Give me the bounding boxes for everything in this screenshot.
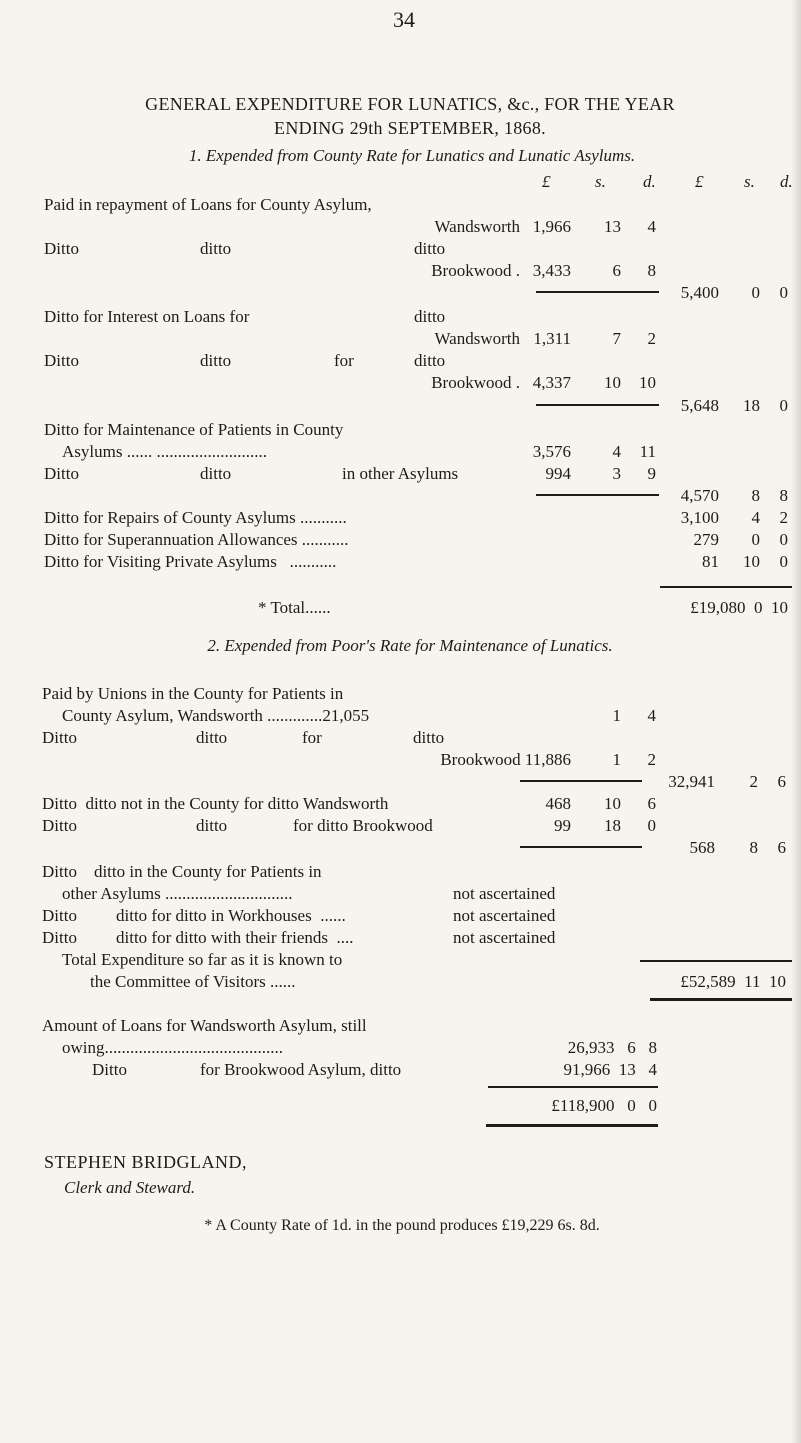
s2-ditto: ditto — [196, 728, 228, 747]
s2-ditto: Ditto — [42, 928, 77, 947]
s1-amt-shillings: 0 — [751, 530, 760, 549]
s1-amt-pence: 0 — [779, 530, 788, 549]
subtotal-rule — [520, 780, 642, 782]
total-rule — [640, 960, 792, 962]
subtotal-rule — [520, 846, 642, 848]
s1-brookwood-label: Brookwood . — [431, 373, 520, 392]
page-number: 34 — [393, 7, 415, 32]
s1-amt-pounds: 1,966 — [532, 217, 571, 236]
s2-amt-pounds: 99 — [554, 816, 571, 835]
loans-amount-wandsworth: 26,933 6 8 — [567, 1038, 657, 1057]
s2-not-ascertained: not ascertained — [453, 906, 556, 925]
s1-maintenance-line: Ditto for Maintenance of Patients in County — [44, 420, 344, 439]
s2-brookwood-text: for ditto Brookwood — [293, 816, 433, 835]
s2-ditto: Ditto — [42, 728, 77, 747]
s1-ditto: ditto — [200, 351, 232, 370]
col-head-pounds-1: £ — [542, 172, 551, 191]
s1-amt-shillings: 13 — [604, 217, 621, 236]
s1-subtotal-pounds: 4,570 — [680, 486, 719, 505]
s2-line-2: County Asylum, Wandsworth .............21,055 — [62, 706, 370, 725]
s1-other-asylums: in other Asylums — [342, 464, 459, 483]
s2-line-1: Paid by Unions in the County for Patients in — [42, 684, 344, 703]
s1-subtotal-pounds: 5,648 — [680, 396, 719, 415]
s2-subtotal-pounds: 32,941 — [668, 772, 715, 791]
s2-friends-line: ditto for ditto with their friends .... — [116, 928, 354, 947]
signature-title: Clerk and Steward. — [64, 1178, 196, 1197]
col-head-pounds-2: £ — [695, 172, 704, 191]
footnote: * A County Rate of 1d. in the pound produces £19,229 6s. 8d. — [204, 1217, 600, 1234]
s2-ditto: ditto — [413, 728, 445, 747]
s1-grand-total: £19,080 0 10 — [690, 598, 788, 617]
s1-subtotal-shillings: 18 — [743, 396, 760, 415]
s2-for: for — [302, 728, 322, 747]
s1-for: for — [334, 351, 354, 370]
s1-subtotal-pence: 0 — [779, 283, 788, 302]
section-1-heading: 1. Expended from County Rate for Lunatics and Lunatic Asylums. — [188, 146, 636, 165]
col-head-shillings-1: s. — [595, 172, 606, 191]
s1-subtotal-pence: 8 — [779, 486, 788, 505]
s2-amt-shillings: 18 — [604, 816, 621, 835]
s1-amt-pence: 0 — [779, 552, 788, 571]
s2-amt-pence: 0 — [647, 816, 656, 835]
s1-amt-shillings: 10 — [743, 552, 760, 571]
double-rule — [486, 1124, 658, 1127]
s1-amt-pounds: 81 — [702, 552, 719, 571]
section-2-heading: 2. Expended from Poor's Rate for Maintenance of Lunatics. — [207, 636, 613, 655]
loans-line-2: owing.......................................... — [62, 1038, 283, 1057]
s1-repairs-line: Ditto for Repairs of County Asylums ........... — [44, 508, 347, 527]
s2-line-8: other Asylums .............................. — [62, 884, 293, 903]
s2-grand-total: £52,589 11 10 — [680, 972, 786, 991]
s2-amt-pence: 4 — [647, 706, 656, 725]
s2-line-11: Total Expenditure so far as it is known to — [62, 950, 343, 969]
total-rule — [488, 1086, 658, 1088]
s1-subtotal-pounds: 5,400 — [680, 283, 719, 302]
loans-ditto: Ditto — [92, 1060, 127, 1079]
s1-amt-pounds: 994 — [545, 464, 571, 483]
title-line-2: ENDING 29th SEPTEMBER, 1868. — [274, 118, 546, 138]
s2-amt-shillings: 10 — [604, 794, 621, 813]
col-head-pence-1: d. — [643, 172, 656, 191]
s1-subtotal-shillings: 8 — [751, 486, 760, 505]
subtotal-rule — [536, 404, 659, 406]
s1-total-label: * Total...... — [258, 598, 331, 617]
s1-brookwood-label: Brookwood . — [431, 261, 520, 280]
s1-subtotal-pence: 0 — [779, 396, 788, 415]
s2-amt-pence: 6 — [647, 794, 656, 813]
s2-not-ascertained: not ascertained — [453, 928, 556, 947]
s1-amt-pence: 2 — [647, 329, 656, 348]
s1-line-loans: Paid in repayment of Loans for County Asylum, — [44, 195, 372, 214]
loans-amount-brookwood: 91,966 13 4 — [563, 1060, 657, 1079]
s1-ditto: ditto — [414, 307, 446, 326]
title-line-1: GENERAL EXPENDITURE FOR LUNATICS, &c., FOR THE YEAR — [145, 94, 675, 114]
s1-asylums-line: Asylums ...... .......................... — [62, 442, 267, 461]
s1-amt-shillings: 7 — [612, 329, 621, 348]
s2-line-12: the Committee of Visitors ...... — [90, 972, 296, 991]
s2-amt-pence: 2 — [647, 750, 656, 769]
s2-line-7: Ditto ditto in the County for Patients in — [42, 862, 322, 881]
s1-amt-pence: 10 — [639, 373, 656, 392]
s2-subtotal-pence: 6 — [777, 838, 786, 857]
s1-wandsworth-label: Wandsworth — [434, 329, 520, 348]
page-edge-shadow — [791, 0, 801, 1443]
s2-amt-shillings: 1 — [612, 750, 621, 769]
s1-ditto: ditto — [200, 464, 232, 483]
s1-amt-pence: 4 — [647, 217, 656, 236]
s1-amt-shillings: 6 — [612, 261, 621, 280]
s1-amt-pounds: 279 — [693, 530, 719, 549]
s1-ditto: Ditto — [44, 239, 79, 258]
s1-amt-pounds: 3,576 — [532, 442, 571, 461]
s1-ditto: Ditto — [44, 351, 79, 370]
signature-name: STEPHEN BRIDGLAND, — [44, 1152, 248, 1172]
s1-amt-pounds: 4,337 — [532, 373, 571, 392]
s1-amt-pounds: 3,433 — [532, 261, 571, 280]
loans-line-3: for Brookwood Asylum, ditto — [200, 1060, 402, 1079]
s2-brookwood-line: Brookwood 11,886 — [440, 750, 571, 769]
s1-ditto: Ditto — [44, 464, 79, 483]
subtotal-rule — [536, 494, 659, 496]
s1-subtotal-shillings: 0 — [751, 283, 760, 302]
subtotal-rule — [536, 291, 659, 293]
col-head-pence-2: d. — [780, 172, 793, 191]
s1-amt-shillings: 3 — [612, 464, 621, 483]
s1-ditto: ditto — [200, 239, 232, 258]
s2-subtotal-pounds: 568 — [689, 838, 715, 857]
s2-amt-shillings: 1 — [612, 706, 621, 725]
s1-amt-pence: 8 — [647, 261, 656, 280]
total-rule — [660, 586, 792, 588]
s1-visiting-line: Ditto for Visiting Private Asylums ........... — [44, 552, 337, 571]
s2-subtotal-pence: 6 — [777, 772, 786, 791]
s1-wandsworth-label: Wandsworth — [434, 217, 520, 236]
col-head-shillings-2: s. — [744, 172, 755, 191]
s1-interest-line: Ditto for Interest on Loans for — [44, 307, 250, 326]
s1-amt-shillings: 10 — [604, 373, 621, 392]
loans-total: £118,900 0 0 — [551, 1096, 657, 1115]
s2-amt-pounds: 468 — [545, 794, 571, 813]
s2-not-ascertained: not ascertained — [453, 884, 556, 903]
s1-amt-pence: 9 — [647, 464, 656, 483]
s1-amt-pence: 11 — [639, 442, 656, 461]
s1-ditto: ditto — [414, 351, 446, 370]
double-rule — [650, 998, 792, 1001]
s1-superannuation-line: Ditto for Superannuation Allowances ........... — [44, 530, 349, 549]
s1-amt-pounds: 1,311 — [533, 329, 571, 348]
s2-ditto: Ditto — [42, 906, 77, 925]
s2-subtotal-shillings: 8 — [749, 838, 758, 857]
s1-amt-shillings: 4 — [612, 442, 621, 461]
s2-line-5: Ditto ditto not in the County for ditto Wandsworth — [42, 794, 389, 813]
s1-ditto: ditto — [414, 239, 446, 258]
s2-ditto: ditto — [196, 816, 228, 835]
s2-subtotal-shillings: 2 — [749, 772, 758, 791]
loans-line-1: Amount of Loans for Wandsworth Asylum, still — [42, 1016, 367, 1035]
s1-amt-pounds: 3,100 — [680, 508, 719, 527]
s1-amt-shillings: 4 — [751, 508, 760, 527]
s1-amt-pence: 2 — [779, 508, 788, 527]
s2-ditto: Ditto — [42, 816, 77, 835]
s2-workhouses-line: ditto for ditto in Workhouses ...... — [116, 906, 346, 925]
